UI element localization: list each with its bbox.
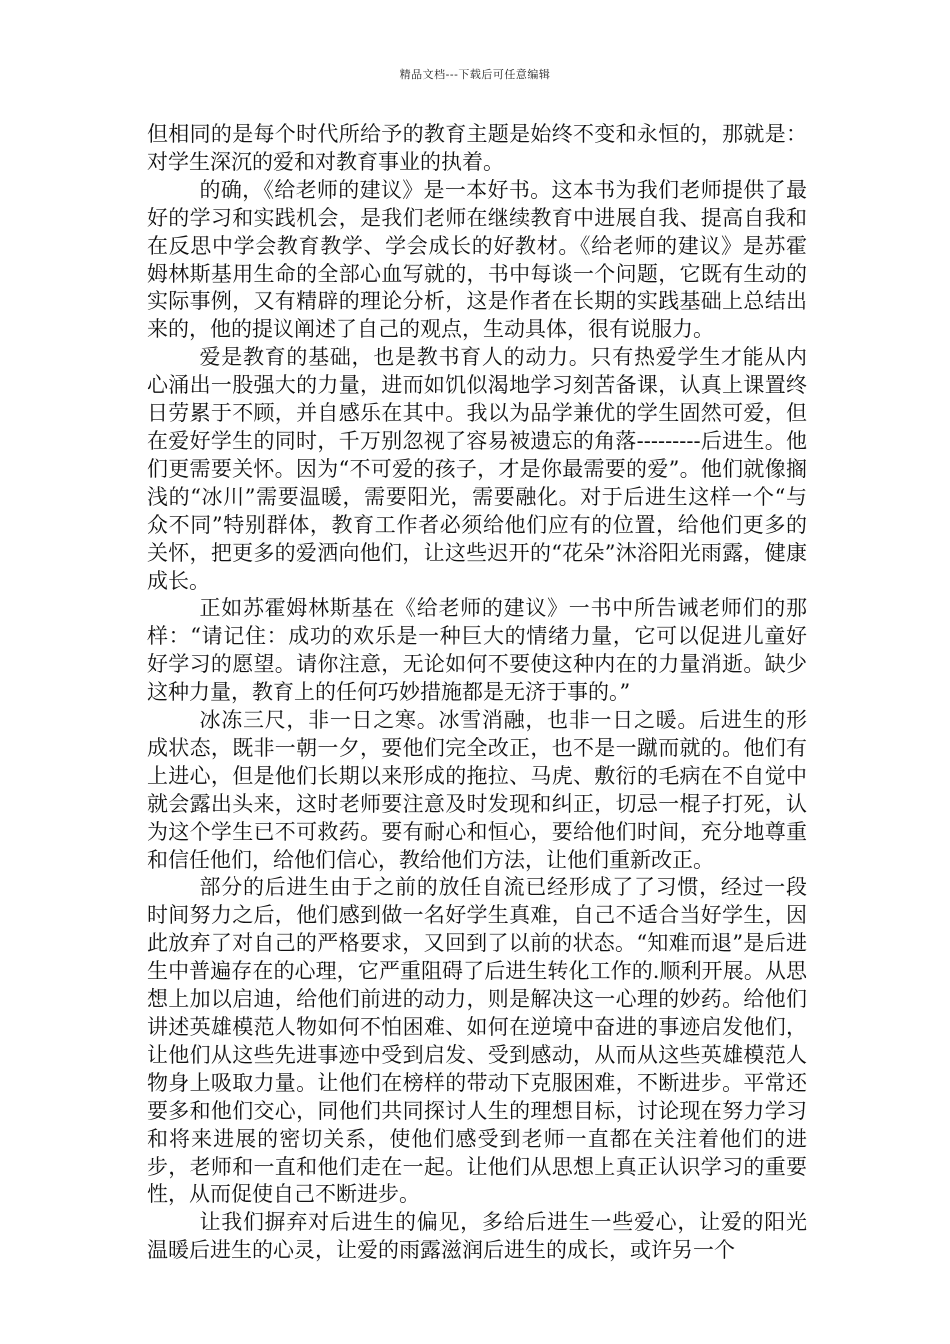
paragraph: 爱是教育的基础，也是教书育人的动力。只有热爱学生才能从内心涌出一股强大的力量，进而如饥似渴地学习刻苦备课，认真上课置终日劳累于不顾，并自感乐在其中。我以为品学兼优的学生固然可爱，但在爱好学生的同时，千万别忽视了容易被遗忘的角落---------后进生。他们更需要关怀。因为“不可爱的孩子，才是你最需要的爱”。他们就像搁浅的“冰川”需要温暖，需要阳光，需要融化。对于后进生这样一个“与众不同”特别群体，教育工作者必须给他们应有的位置，给他们更多的关怀，把更多的爱洒向他们，让这些迟开的“花朵”沐浴阳光雨露，健康成长。 <box>147 345 807 593</box>
paragraph: 让我们摒弃对后进生的偏见，多给后进生一些爱心，让爱的阳光温暖后进生的心灵，让爱的雨露滋润后进生的成长，或许另一个 <box>147 1210 807 1263</box>
paragraph: 正如苏霍姆林斯基在《给老师的建议》一书中所告诫老师们的那样：“请记住：成功的欢乐是一种巨大的情绪力量，它可以促进儿童好好学习的愿望。请你注意，无论如何不要使这种内在的力量消逝。缺少这种力量，教育上的任何巧妙措施都是无济于事的。” <box>147 596 807 705</box>
page-header: 精品文档---下载后可任意编辑 <box>399 68 551 81</box>
paragraph: 但相同的是每个时代所给予的教育主题是始终不变和永恒的，那就是：对学生深沉的爱和对教育事业的执着。 <box>147 122 807 174</box>
paragraph: 的确，《给老师的建议》是一本好书。这本书为我们老师提供了最好的学习和实践机会，是我们老师在继续教育中进展自我、提高自我和在反思中学会教育教学、学会成长的好教材。《给老师的建议》是苏霍姆林斯基用生命的全部心血写就的，书中每谈一个问题，它既有生动的实际事例，又有精辟的理论分析，这是作者在长期的实践基础上总结出来的，他的提议阐述了自己的观点，生动具体，很有说服力。 <box>147 177 807 342</box>
document-body <box>147 121 807 1265</box>
paragraph: 冰冻三尺，非一日之寒。冰雪消融，也非一日之暖。后进生的形成状态，既非一朝一夕，要他们完全改正，也不是一蹴而就的。他们有上进心，但是他们长期以来形成的拖拉、马虎、敷衍的毛病在不自觉中就会露出头来，这时老师要注意及时发现和纠正，切忌一棍子打死，认为这个学生已不可救药。要有耐心和恒心，要给他们时间，充分地尊重和信任他们，给他们信心，教给他们方法，让他们重新改正。 <box>147 708 807 872</box>
paragraph: 部分的后进生由于之前的放任自流已经形成了了习惯，经过一段时间努力之后，他们感到做一名好学生真难，自己不适合当好学生，因此放弃了对自己的严格要求，又回到了以前的状态。“知难而退”是后进生中普遍存在的心理，它严重阻碍了后进生转化工作的.顺利开展。从思想上加以启迪，给他们前进的动力，则是解决这一心理的妙药。给他们讲述英雄模范人物如何不怕困难、如何在逆境中奋进的事迹启发他们，让他们从这些先进事迹中受到启发、受到感动，从而从这些英雄模范人物身上吸取力量。让他们在榜样的带动下克服困难，不断进步。平常还要多和他们交心，同他们共同探讨人生的理想目标，讨论现在努力学习和将来进展的密切关系，使他们感受到老师一直都在关注着他们的进步，老师和一直和他们走在一起。让他们从思想上真正认识学习的重要性，从而促使自己不断进步。 <box>147 875 807 1207</box>
